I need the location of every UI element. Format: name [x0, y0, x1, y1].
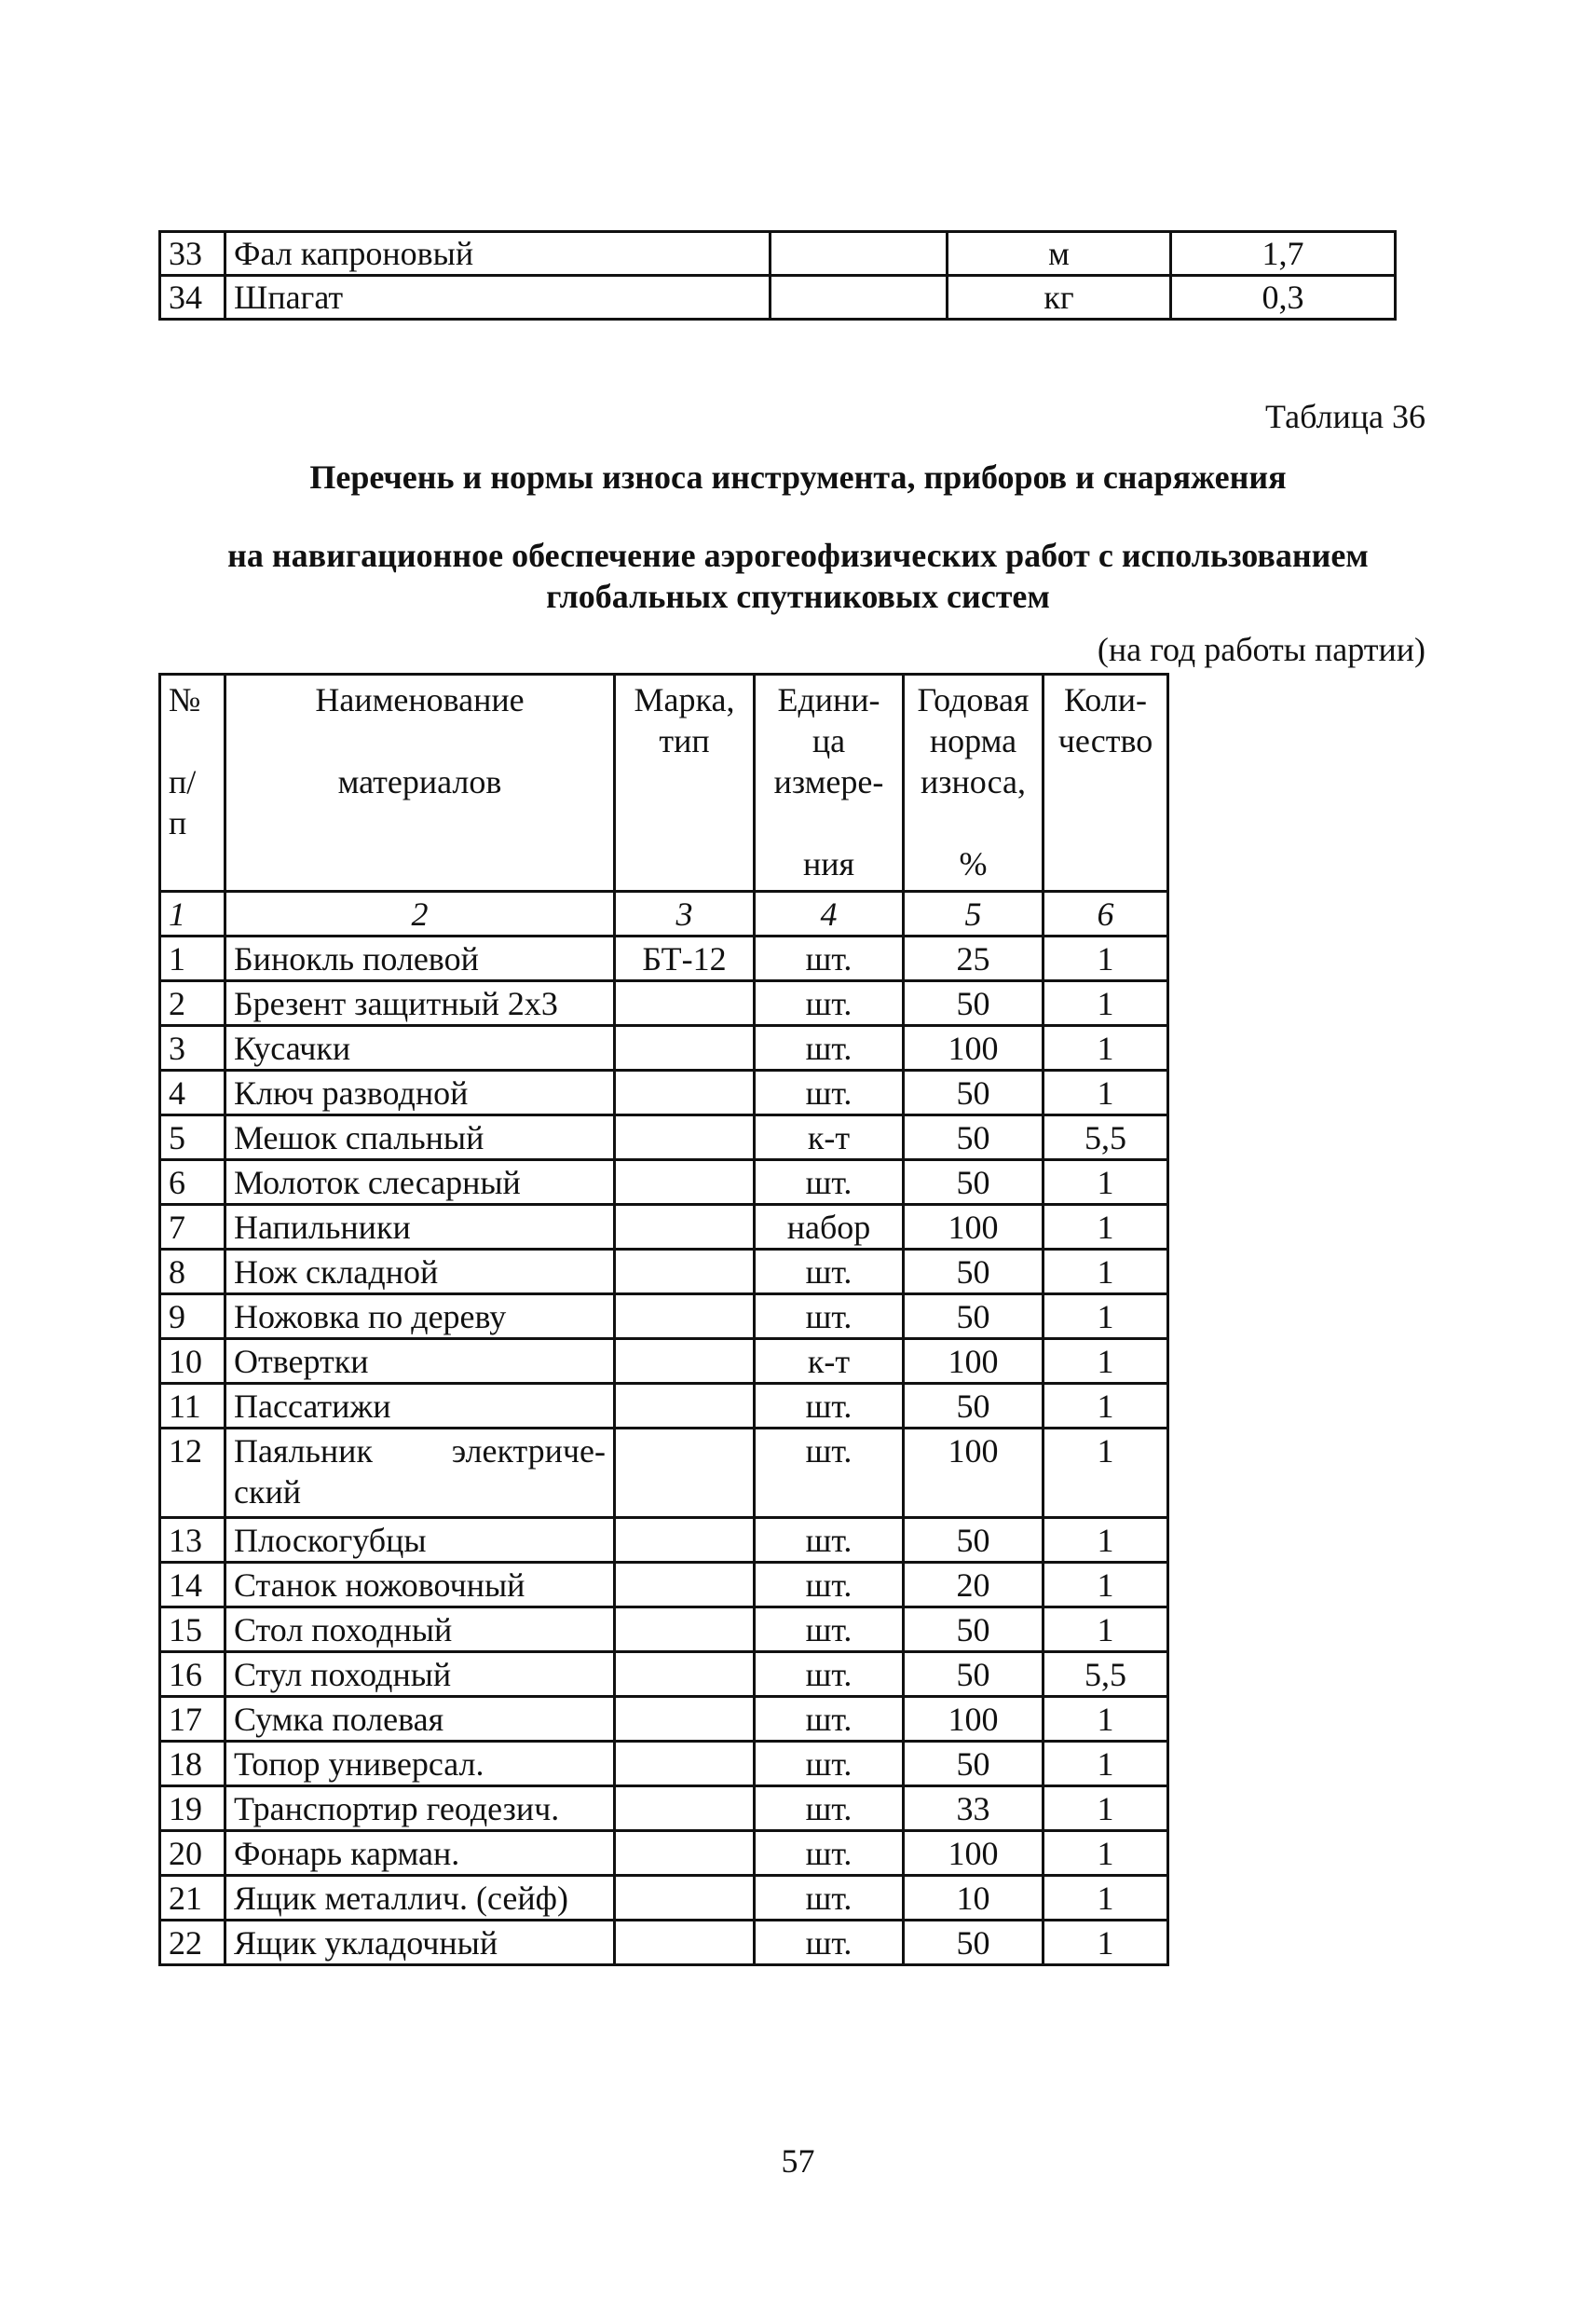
item-unit: шт. [755, 1250, 904, 1294]
item-quantity: 1 [1044, 1518, 1168, 1563]
table-row [160, 1115, 1168, 1160]
row-number: 12 [160, 1429, 225, 1518]
table-row [160, 981, 1168, 1026]
item-norm: 50 [904, 1921, 1044, 1965]
row-number: 11 [160, 1384, 225, 1429]
table-row [160, 1831, 1168, 1876]
item-mark [615, 1115, 755, 1160]
item-unit: шт. [755, 1160, 904, 1205]
item-name: Нож складной [225, 1250, 615, 1294]
item-norm: 50 [904, 981, 1044, 1026]
column-number: 5 [904, 892, 1044, 937]
item-mark [615, 1607, 755, 1652]
item-unit: м [948, 232, 1171, 276]
row-number: 15 [160, 1607, 225, 1652]
item-mark [615, 1026, 755, 1071]
table-row [160, 232, 1396, 276]
item-mark [615, 1921, 755, 1965]
row-number: 10 [160, 1339, 225, 1384]
item-norm: 50 [904, 1742, 1044, 1786]
item-mark [615, 1652, 755, 1697]
item-quantity: 5,5 [1044, 1652, 1168, 1697]
item-unit: шт. [755, 1071, 904, 1115]
item-name: Молоток слесарный [225, 1160, 615, 1205]
row-number: 14 [160, 1563, 225, 1607]
item-norm: 10 [904, 1876, 1044, 1921]
item-mark [615, 1294, 755, 1339]
item-name: Мешок спальный [225, 1115, 615, 1160]
item-quantity: 1 [1044, 1429, 1168, 1518]
row-number: 21 [160, 1876, 225, 1921]
item-mark [615, 1876, 755, 1921]
column-number-row [160, 892, 1168, 937]
item-norm: 25 [904, 937, 1044, 981]
item-quantity: 1 [1044, 1742, 1168, 1786]
item-norm: 20 [904, 1563, 1044, 1607]
item-name: Паяльник электриче- ский [225, 1429, 615, 1518]
table-row [160, 1429, 1168, 1518]
item-mark [615, 1250, 755, 1294]
item-quantity: 1 [1044, 1921, 1168, 1965]
item-unit: шт. [755, 1831, 904, 1876]
item-name: Фал капроновый [225, 232, 771, 276]
item-unit: шт. [755, 1518, 904, 1563]
column-number: 4 [755, 892, 904, 937]
item-quantity: 1 [1044, 1294, 1168, 1339]
item-unit: шт. [755, 1026, 904, 1071]
item-quantity: 1 [1044, 1339, 1168, 1384]
item-name: Стул походный [225, 1652, 615, 1697]
row-number: 5 [160, 1115, 225, 1160]
item-quantity: 5,5 [1044, 1115, 1168, 1160]
table-row [160, 1607, 1168, 1652]
table-row [160, 1697, 1168, 1742]
item-mark [615, 1786, 755, 1831]
item-unit: шт. [755, 937, 904, 981]
item-quantity: 1 [1044, 1071, 1168, 1115]
row-number: 2 [160, 981, 225, 1026]
item-quantity: 1 [1044, 1786, 1168, 1831]
item-name: Ножовка по дереву [225, 1294, 615, 1339]
item-norm: 100 [904, 1339, 1044, 1384]
item-mark [615, 1429, 755, 1518]
table-title-line3: глобальных спутниковых систем [546, 578, 1050, 615]
item-name: Фонарь карман. [225, 1831, 615, 1876]
row-number: 4 [160, 1071, 225, 1115]
item-unit: шт. [755, 981, 904, 1026]
item-unit: шт. [755, 1652, 904, 1697]
table-row [160, 1205, 1168, 1250]
item-unit: шт. [755, 1384, 904, 1429]
continuation-table [158, 230, 1397, 321]
item-quantity: 1 [1044, 1205, 1168, 1250]
column-number: 2 [225, 892, 615, 937]
item-norm: 50 [904, 1115, 1044, 1160]
item-name: Станок ножовочный [225, 1563, 615, 1607]
item-unit: шт. [755, 1563, 904, 1607]
item-name: Топор универсал. [225, 1742, 615, 1786]
row-number: 19 [160, 1786, 225, 1831]
item-unit: шт. [755, 1742, 904, 1786]
item-quantity: 1 [1044, 1563, 1168, 1607]
item-norm: 50 [904, 1607, 1044, 1652]
item-name: Кусачки [225, 1026, 615, 1071]
item-unit: шт. [755, 1697, 904, 1742]
item-name: Шпагат [225, 276, 771, 320]
row-number: 16 [160, 1652, 225, 1697]
column-number: 1 [160, 892, 225, 937]
table-row [160, 276, 1396, 320]
table-row [160, 1876, 1168, 1921]
item-unit: к-т [755, 1115, 904, 1160]
table-row [160, 1294, 1168, 1339]
table-note: (на год работы партии) [1097, 631, 1425, 668]
item-quantity: 1 [1044, 1876, 1168, 1921]
item-quantity: 1 [1044, 937, 1168, 981]
item-quantity: 1 [1044, 1250, 1168, 1294]
row-number: 13 [160, 1518, 225, 1563]
item-unit: шт. [755, 1607, 904, 1652]
norms-table [158, 673, 1169, 1966]
item-mark [615, 1831, 755, 1876]
item-norm: 50 [904, 1384, 1044, 1429]
table-row [160, 937, 1168, 981]
item-unit: шт. [755, 1294, 904, 1339]
header-name: Наименование материалов [225, 675, 615, 892]
item-mark [615, 1563, 755, 1607]
item-mark [615, 1742, 755, 1786]
table-title-line1: Перечень и нормы износа инструмента, приборов и снаряжения [309, 458, 1287, 496]
item-name: Брезент защитный 2х3 [225, 981, 615, 1026]
row-number: 22 [160, 1921, 225, 1965]
table-row [160, 1384, 1168, 1429]
item-unit: набор [755, 1205, 904, 1250]
item-mark [615, 1205, 755, 1250]
table-row [160, 1071, 1168, 1115]
table-row [160, 1563, 1168, 1607]
item-mark [615, 1160, 755, 1205]
item-name: Плоскогубцы [225, 1518, 615, 1563]
column-number: 6 [1044, 892, 1168, 937]
page-number: 57 [781, 2142, 815, 2180]
item-mark [615, 1071, 755, 1115]
item-norm: 50 [904, 1518, 1044, 1563]
row-number: 9 [160, 1294, 225, 1339]
item-norm: 50 [904, 1160, 1044, 1205]
item-unit: кг [948, 276, 1171, 320]
item-norm: 50 [904, 1071, 1044, 1115]
header-unit: Едини- ца измере- ния [755, 675, 904, 892]
column-number: 3 [615, 892, 755, 937]
item-mark [615, 1384, 755, 1429]
item-mark [771, 276, 948, 320]
item-quantity: 1 [1044, 1026, 1168, 1071]
table-title-line2: на навигационное обеспечение аэрогеофизических работ с использованием [227, 537, 1369, 574]
item-norm: 50 [904, 1652, 1044, 1697]
row-number: 6 [160, 1160, 225, 1205]
item-mark [615, 981, 755, 1026]
table-row [160, 1160, 1168, 1205]
table-header-row [160, 675, 1168, 892]
item-name: Пассатижи [225, 1384, 615, 1429]
item-quantity: 1 [1044, 981, 1168, 1026]
table-row [160, 1026, 1168, 1071]
row-number: 20 [160, 1831, 225, 1876]
header-norm: Годовая норма износа, % [904, 675, 1044, 892]
row-number: 33 [160, 232, 225, 276]
table-row [160, 1250, 1168, 1294]
item-norm: 33 [904, 1786, 1044, 1831]
item-quantity: 1 [1044, 1607, 1168, 1652]
row-number: 1 [160, 937, 225, 981]
table-caption: Таблица 36 [1265, 398, 1425, 435]
item-unit: шт. [755, 1876, 904, 1921]
item-quantity: 1 [1044, 1831, 1168, 1876]
item-unit: шт. [755, 1921, 904, 1965]
item-norm: 100 [904, 1205, 1044, 1250]
item-name: Напильники [225, 1205, 615, 1250]
row-number: 8 [160, 1250, 225, 1294]
header-number: № п/ п [160, 675, 225, 892]
item-unit: шт. [755, 1429, 904, 1518]
item-name: Сумка полевая [225, 1697, 615, 1742]
table-row [160, 1921, 1168, 1965]
table-row [160, 1339, 1168, 1384]
item-mark [615, 1339, 755, 1384]
item-name: Ящик укладочный [225, 1921, 615, 1965]
table-row [160, 1786, 1168, 1831]
row-number: 34 [160, 276, 225, 320]
item-name: Отвертки [225, 1339, 615, 1384]
item-mark [615, 1697, 755, 1742]
item-norm: 100 [904, 1831, 1044, 1876]
item-mark: БТ-12 [615, 937, 755, 981]
row-number: 3 [160, 1026, 225, 1071]
item-norm: 50 [904, 1294, 1044, 1339]
row-number: 18 [160, 1742, 225, 1786]
table-row [160, 1518, 1168, 1563]
item-name: Транспортир геодезич. [225, 1786, 615, 1831]
item-quantity: 1 [1044, 1697, 1168, 1742]
item-norm: 100 [904, 1429, 1044, 1518]
item-unit: к-т [755, 1339, 904, 1384]
item-quantity: 1 [1044, 1160, 1168, 1205]
header-mark: Марка, тип [615, 675, 755, 892]
item-name: Стол походный [225, 1607, 615, 1652]
item-quantity: 1 [1044, 1384, 1168, 1429]
table-row [160, 1742, 1168, 1786]
item-norm: 100 [904, 1697, 1044, 1742]
item-value: 0,3 [1171, 276, 1396, 320]
row-number: 7 [160, 1205, 225, 1250]
item-name: Бинокль полевой [225, 937, 615, 981]
item-name: Ключ разводной [225, 1071, 615, 1115]
row-number: 17 [160, 1697, 225, 1742]
header-quantity: Коли- чество [1044, 675, 1168, 892]
table-row [160, 1652, 1168, 1697]
item-mark [615, 1518, 755, 1563]
item-norm: 50 [904, 1250, 1044, 1294]
item-norm: 100 [904, 1026, 1044, 1071]
item-unit: шт. [755, 1786, 904, 1831]
item-value: 1,7 [1171, 232, 1396, 276]
item-mark [771, 232, 948, 276]
item-name: Ящик металлич. (сейф) [225, 1876, 615, 1921]
